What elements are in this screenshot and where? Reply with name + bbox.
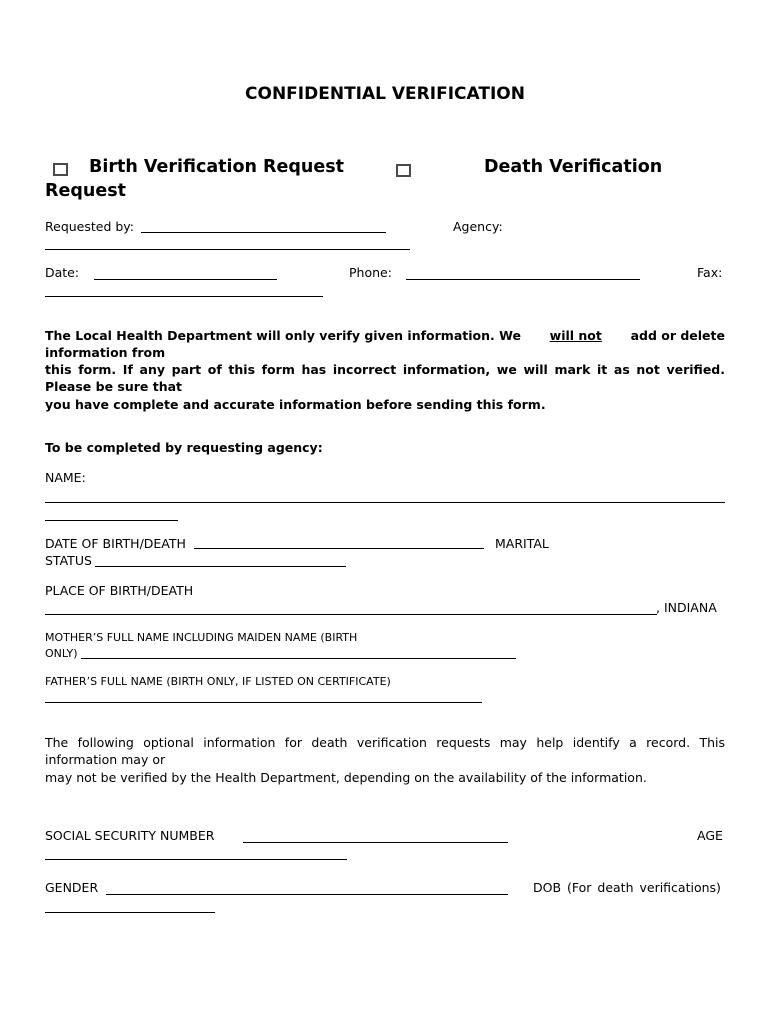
death-verification-checkbox[interactable] (396, 164, 411, 177)
notice-text-1a: The Local Health Department will only verify given information. We (45, 328, 521, 343)
fax-label: Fax: (697, 265, 723, 280)
date-label: Date: (45, 265, 80, 280)
optional-line-3: may not be verified by the Health Department, depending on the availability of the information. (45, 770, 647, 785)
place-label: PLACE OF BIRTH/DEATH (45, 583, 194, 598)
notice-line-2: information from (45, 345, 166, 360)
optional-line-1: The following optional information for death verification requests may help identify a record. This (45, 735, 725, 750)
requested-by-label: Requested by: (45, 219, 135, 234)
name-field-cont[interactable] (45, 520, 178, 521)
birth-verification-checkbox[interactable] (53, 163, 68, 176)
mother-name-label-cont: ONLY) (45, 647, 78, 660)
page-title: CONFIDENTIAL VERIFICATION (245, 84, 525, 104)
fax-field[interactable] (45, 296, 323, 297)
ssn-field[interactable] (243, 842, 508, 843)
age-field[interactable] (45, 859, 347, 860)
agency-label: Agency: (453, 219, 503, 234)
dob-field[interactable] (45, 912, 215, 913)
notice-line-4: Please be sure that (45, 379, 183, 394)
indiana-label: , INDIANA (656, 600, 717, 615)
agency-field[interactable] (45, 249, 410, 250)
phone-label: Phone: (349, 265, 392, 280)
death-verification-label: Death Verification (484, 157, 663, 177)
status-label: STATUS (45, 553, 92, 568)
request-wrap-label: Request (45, 181, 126, 201)
will-not-emphasis: will not (549, 328, 602, 343)
notice-text-1c: add or delete (630, 328, 725, 343)
notice-line-1 (45, 327, 725, 344)
marital-status-field[interactable] (95, 566, 346, 567)
dob-label: DOB (For death verifications) (533, 880, 721, 895)
dob-death-label: DATE OF BIRTH/DEATH (45, 536, 186, 551)
gender-label: GENDER (45, 880, 99, 895)
mother-name-field[interactable] (81, 658, 516, 659)
notice-text-1b (550, 327, 602, 344)
optional-line-2: information may or (45, 752, 166, 767)
father-name-field[interactable] (45, 702, 482, 703)
name-label: NAME: (45, 470, 86, 485)
agency-section-heading: To be completed by requesting agency: (45, 440, 323, 455)
name-field[interactable] (45, 502, 725, 503)
age-label: AGE (697, 828, 723, 843)
date-field[interactable] (94, 279, 277, 280)
ssn-label: SOCIAL SECURITY NUMBER (45, 828, 215, 843)
birth-verification-label: Birth Verification Request (89, 157, 345, 177)
dob-death-field[interactable] (194, 548, 484, 549)
marital-label: MARITAL (495, 536, 549, 551)
notice-line-3: this form. If any part of this form has incorrect information, we will mark it as not verified. (45, 362, 725, 377)
gender-field[interactable] (106, 894, 508, 895)
father-name-label: FATHER’S FULL NAME (BIRTH ONLY, IF LISTED ON CERTIFICATE) (45, 675, 391, 688)
phone-field[interactable] (406, 279, 640, 280)
requested-by-field[interactable] (141, 232, 386, 233)
notice-line-5: you have complete and accurate information before sending this form. (45, 397, 546, 412)
place-field[interactable] (45, 614, 657, 615)
mother-name-label: MOTHER’S FULL NAME INCLUDING MAIDEN NAME (BIRTH (45, 631, 358, 644)
